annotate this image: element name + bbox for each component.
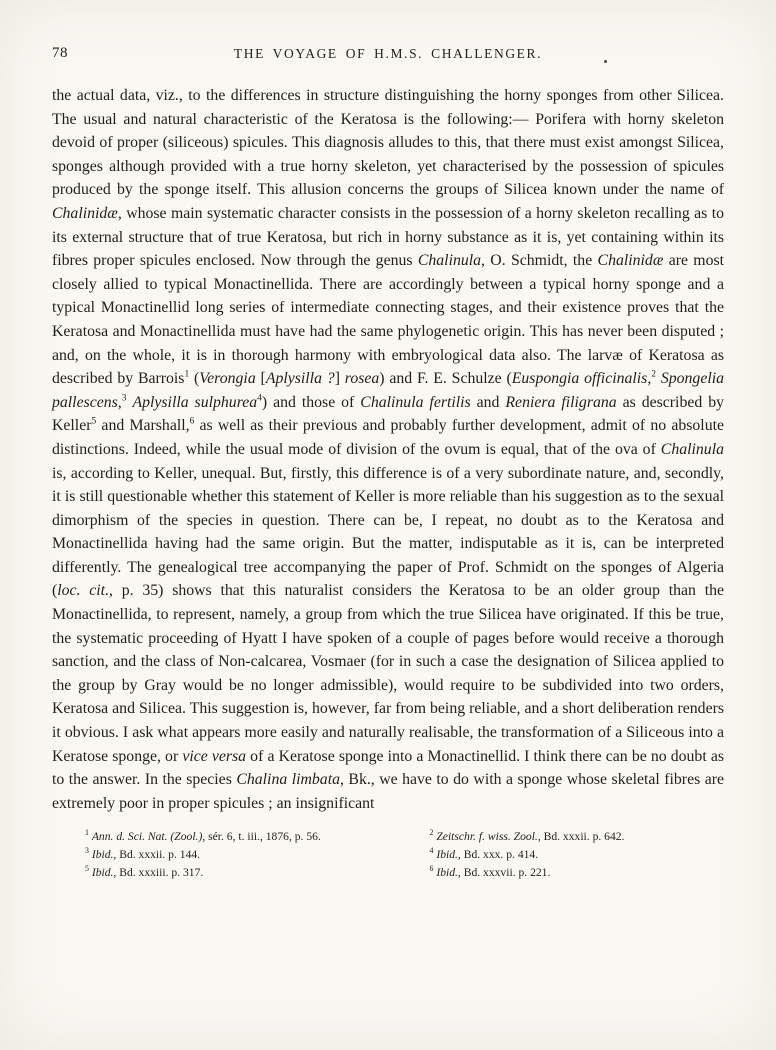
footnote: $^2$ Zeitschr. f. wiss. Zool., Bd. xxxii. p. 642. bbox=[429, 828, 625, 844]
footnotes-section bbox=[52, 828, 724, 881]
ink-speck bbox=[604, 60, 607, 63]
footnote-column-right bbox=[380, 828, 725, 881]
footnote-column-left bbox=[52, 828, 380, 881]
footnote-marker: 6 bbox=[429, 863, 434, 873]
footnote: $^5$ Ibid., Bd. xxxiii. p. 317. bbox=[85, 863, 204, 879]
footnote: $^1$ Ann. d. Sci. Nat. (Zool.), sér. 6, t. iii., 1876, p. 56. bbox=[85, 828, 321, 844]
footnote-marker: 2 bbox=[429, 828, 434, 838]
footnote-marker: 5 bbox=[85, 863, 89, 873]
footnote: $^6$ Ibid., Bd. xxxvii. p. 221. bbox=[429, 863, 551, 879]
page-header bbox=[52, 44, 724, 84]
footnote-marker: 4 bbox=[429, 846, 434, 856]
body-paragraph: the actual data, viz., to the differences in structure distinguishing the horny sponges from other Silicea. The usual and natural characteristic of the Keratosa is the following:— Porifera with horny skeleton devoid of proper (siliceous) spicules. This diagnosis alludes to this, that there must exist amongst Silicea, sponges although provided with a true horny skeleton, yet characterised by the possession of spicules produced by the sponge itself. This allusion concerns the groups of Silicea known under the name of Chalinidæ, whose main systematic character consists in the possession of a horny skeleton recalling as to its external structure that of true Keratosa, but rich in horny substance as it is, yet containing within its fibres proper spicules enclosed. Now through the genus Chalinula, O. Schmidt, the Chalinidæ are most closely allied to typical Monactinellida. There are accordingly between a typical horny sponge and a typical Monactinellid long series of intermediate connecting stages, and their existence proves that the Keratosa and Monactinellida must have had the same phylogenetic origin. This has never been disputed ; and, on the whole, it is in thorough harmony with embryological data also. The larvæ of Keratosa as described by Barrois$^1$ (Verongia [Aplysilla ?] rosea) and F. E. Schulze (Euspongia officinalis,$^2$ Spongelia pallescens,$^3$ Aplysilla sulphurea$^4$) and those of Chalinula fertilis and Reniera filigrana as described by Keller$^5$ and Marshall,$^6$ as well as their previous and probably further development, admit of no absolute distinctions. Indeed, while the usual mode of division of the ovum is equal, that of the ova of Chalinula is, according to Keller, unequal. But, firstly, this difference is of a very subordinate nature, and, secondly, it is still questionable whether this statement of Keller is more reliable than his suggestion as to the sexual dimorphism of the species in question. There can be, I repeat, no doubt as to the Keratosa and Monactinellida having had the same origin. But the matter, indisputable as it is, can be interpreted differently. The genealogical tree accompanying the paper of Prof. Schmidt on the sponges of Algeria (loc. cit., p. 35) shows that this naturalist considers the Keratosa to be an older group than the Monactinellida, to represent, namely, a group from which the true Silicea have originated. If this be true, the systematic proceeding of Hyatt I have spoken of a couple of pages before would receive a thorough sanction, and the class of Non-calcarea, Vosmaer (for in such a case the designation of Silicea applied to the group by Gray would be no longer admissible), would require to be subdivided into two orders, Keratosa and Silicea. This suggestion is, however, far from being reliable, and a short deliberation renders it obvious. I ask what appears more easily and naturally realisable, the transformation of a Siliceous into a Keratose sponge, or vice versa of a Keratose sponge into a Monactinellid. I think there can be no doubt as to the answer. In the species Chalina limbata, Bk., we have to do with a sponge whose skeletal fibres are extremely poor in proper spicules ; an insignificant bbox=[52, 87, 725, 812]
footnote: $^4$ Ibid., Bd. xxx. p. 414. bbox=[429, 846, 539, 861]
page-number: 78 bbox=[52, 45, 68, 61]
footnote-marker: 3 bbox=[85, 846, 89, 856]
running-title: THE VOYAGE OF H.M.S. CHALLENGER. bbox=[233, 46, 543, 61]
footnote: $^3$ Ibid., Bd. xxxii. p. 144. bbox=[85, 846, 201, 861]
footnote-marker: 1 bbox=[85, 828, 89, 838]
